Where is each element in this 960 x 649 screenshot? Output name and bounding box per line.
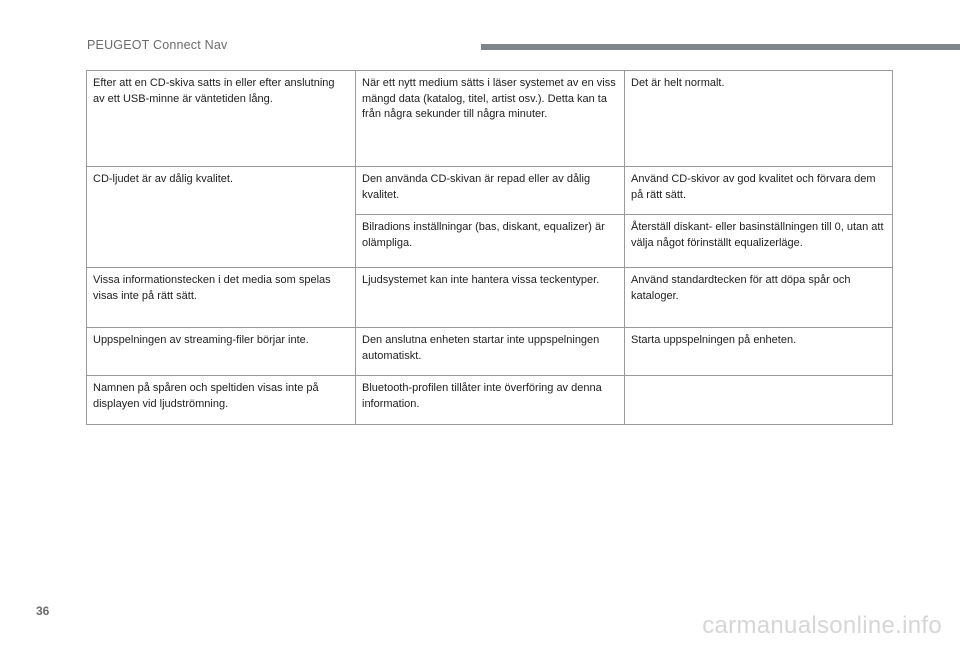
solution-cell: Återställ diskant- eller basinställningen till 0, utan att välja något förinställt equalizerläge.: [625, 215, 893, 268]
problem-cell: Vissa informationstecken i det media som spelas visas inte på rätt sätt.: [87, 268, 356, 328]
cause-cell: Bilradions inställningar (bas, diskant, equalizer) är olämpliga.: [356, 215, 625, 268]
solution-cell: Använd standardtecken för att döpa spår och kataloger.: [625, 268, 893, 328]
solution-cell: Det är helt normalt.: [625, 71, 893, 167]
solution-cell: Starta uppspelningen på enheten.: [625, 328, 893, 376]
table-row: [87, 376, 893, 425]
cause-cell: Bluetooth-profilen tillåter inte överföring av denna information.: [356, 376, 625, 425]
cause-cell: Den anslutna enheten startar inte uppspelningen automatiskt.: [356, 328, 625, 376]
troubleshooting-table: [86, 70, 893, 425]
table-row: [87, 328, 893, 376]
problem-cell: Namnen på spåren och speltiden visas inte på displayen vid ljudströmning.: [87, 376, 356, 425]
problem-cell: Efter att en CD-skiva satts in eller efter anslutning av ett USB-minne är väntetiden lång.: [87, 71, 356, 167]
table-row: [87, 268, 893, 328]
cause-cell: Ljudsystemet kan inte hantera vissa teckentyper.: [356, 268, 625, 328]
problem-cell: CD-ljudet är av dålig kvalitet.: [87, 167, 356, 268]
cause-cell: När ett nytt medium sätts i läser systemet av en viss mängd data (katalog, titel, artist osv.). Detta kan ta från några sekunder till några minuter.: [356, 71, 625, 167]
problem-cell: Uppspelningen av streaming-filer börjar inte.: [87, 328, 356, 376]
table-row: [87, 167, 893, 215]
solution-cell: [625, 376, 893, 425]
cause-cell: Den använda CD-skivan är repad eller av dålig kvalitet.: [356, 167, 625, 215]
table-row: [87, 71, 893, 167]
header-decorative-bar: [481, 44, 960, 50]
watermark: carmanualsonline.info: [702, 612, 942, 639]
page-number: 36: [36, 604, 50, 618]
solution-cell: Använd CD-skivor av god kvalitet och förvara dem på rätt sätt.: [625, 167, 893, 215]
document-header-title: PEUGEOT Connect Nav: [87, 38, 228, 52]
